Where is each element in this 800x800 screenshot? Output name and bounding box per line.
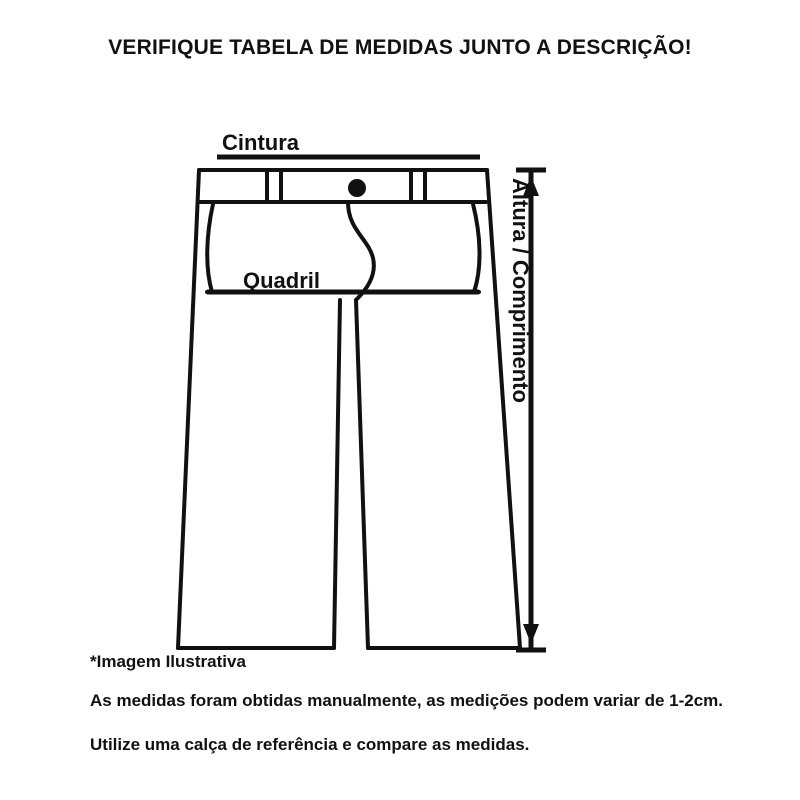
page-title: VERIFIQUE TABELA DE MEDIDAS JUNTO A DESCRIÇÃO!	[108, 36, 692, 59]
measurement-note-line-1: As medidas foram obtidas manualmente, as medições podem variar de 1-2cm.	[90, 691, 724, 710]
hip-label: Quadril	[243, 268, 321, 293]
waist-label: Cintura	[222, 130, 299, 155]
shorts-outline-icon	[178, 170, 520, 648]
measurement-note-line-2: Utilize uma calça de referência e compare as medidas.	[90, 735, 530, 754]
illustrative-note: *Imagem Ilustrativa	[90, 652, 246, 671]
length-label: Altura / Comprimento	[508, 178, 533, 403]
waistband-button-icon	[348, 179, 366, 197]
